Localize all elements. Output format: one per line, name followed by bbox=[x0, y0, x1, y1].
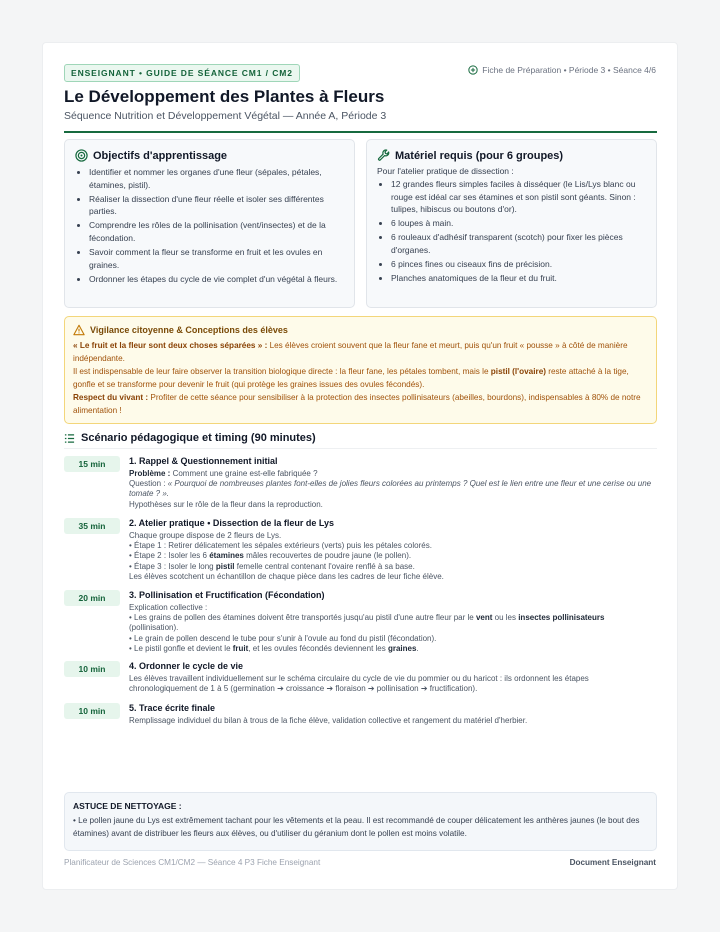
tip-text: • Le pollen jaune du Lys est extrêmement tachant pour les vêtements et la peau. Il est recommandé de couper délicatement les anthères jaunes (le bout des étamines) avant de distribuer les fleurs aux élèves, ou d'utiliser du géranium dont le pollen est moins volatile. bbox=[73, 816, 640, 838]
step-line: chronologiquement de 1 à 5 (germination ➔ croissance ➔ floraison ➔ pollinisation ➔ fructification). bbox=[129, 684, 478, 694]
step-title: 5. Trace écrite finale bbox=[129, 703, 216, 713]
step-content bbox=[129, 518, 657, 582]
step-title: 2. Atelier pratique • Dissection de la fleur de Lys bbox=[129, 518, 335, 528]
step-line: • Le pistil gonfle et devient le fruit, et les ovules fécondés deviennent les graines. bbox=[129, 643, 419, 653]
objective-item: • Réaliser la dissection d'une fleur réelle et isoler ses différentes parties. bbox=[89, 193, 344, 218]
step-time-badge: 20 min bbox=[64, 590, 120, 606]
warning-triangle-icon bbox=[73, 324, 85, 336]
step-title: 1. Rappel & Questionnement initial bbox=[129, 456, 278, 466]
material-item: • 6 rouleaux d'adhésif transparent (scotch) pour fixer les pièces d'organes. bbox=[391, 231, 646, 256]
objectives-list bbox=[75, 166, 344, 285]
materials-title: Matériel requis (pour 6 groupes) bbox=[395, 149, 564, 162]
step-time-badge: 10 min bbox=[64, 703, 120, 719]
materials-card bbox=[366, 139, 657, 308]
materials-heading bbox=[377, 149, 646, 162]
step-content bbox=[129, 661, 657, 694]
page-title: Le Développement des Plantes à Fleurs bbox=[64, 87, 385, 106]
sheet-meta-text: Fiche de Préparation • Période 3 • Séance 4/6 bbox=[482, 65, 656, 75]
step-line: • Étape 2 : Isoler les 6 étamines mâles recouvertes de poudre jaune (le pollen). bbox=[129, 551, 412, 561]
step-line: Chaque groupe dispose de 2 fleurs de Lys. bbox=[129, 531, 282, 540]
materials-intro: Pour l'atelier pratique de dissection : bbox=[377, 166, 514, 176]
step-content bbox=[129, 703, 657, 726]
material-item: • Planches anatomiques de la fleur et du fruit. bbox=[391, 272, 646, 285]
footer-source: Planificateur de Sciences CM1/CM2 — Séance 4 P3 Fiche Enseignant bbox=[64, 858, 321, 867]
step-line: • Les grains de pollen des étamines doivent être transportés jusqu'au pistil d'une autre fleur par le vent ou les insectes pollinisateurs bbox=[129, 613, 605, 623]
material-item: • 6 pinces fines ou ciseaux fins de précision. bbox=[391, 258, 646, 271]
role-badge: ENSEIGNANT • GUIDE DE SÉANCE CM1 / CM2 bbox=[64, 64, 300, 82]
step-line: • Étape 3 : Isoler le long pistil femelle central contenant l'ovaire renflé à sa base. bbox=[129, 561, 415, 571]
tip-title: ASTUCE DE NETTOYAGE : bbox=[73, 801, 182, 811]
wrench-icon bbox=[377, 149, 390, 162]
step-content bbox=[129, 590, 657, 654]
step-time-badge: 35 min bbox=[64, 518, 120, 534]
scenario-heading bbox=[64, 432, 657, 449]
lesson-sheet bbox=[42, 42, 678, 890]
warning-paragraph: Il est indispensable de leur faire observer la transition biologique directe : la fleur fane, les pétales tombent, mais le pistil (l'ovaire) reste attaché à la tige, gonfle et se transforme pour devenir le fruit (qui protège les graines issues des ovules fécondés). bbox=[73, 367, 629, 389]
step-line: Hypothèses sur le rôle de la fleur dans la reproduction. bbox=[129, 499, 323, 509]
objective-item: • Comprendre les rôles de la pollinisation (vent/insectes) et de la fécondation. bbox=[89, 219, 344, 244]
warning-title: Vigilance citoyenne & Conceptions des élèves bbox=[90, 325, 288, 335]
objective-item: • Identifier et nommer les organes d'une fleur (sépales, pétales, étamines, pistil). bbox=[89, 166, 344, 191]
footer-doc-type: Document Enseignant bbox=[569, 858, 656, 867]
sheet-meta bbox=[468, 65, 656, 75]
step-title: 3. Pollinisation et Fructification (Fécondation) bbox=[129, 590, 325, 600]
scenario-title: Scénario pédagogique et timing (90 minutes) bbox=[81, 432, 316, 444]
step-line: • Étape 1 : Retirer délicatement les sépales extérieurs (verts) puis les pétales colorés. bbox=[129, 541, 432, 551]
step-line: Explication collective : bbox=[129, 603, 208, 612]
step-line: • Le grain de pollen descend le tube pour s'unir à l'ovule au fond du pistil (fécondation). bbox=[129, 633, 437, 643]
step-title: 4. Ordonner le cycle de vie bbox=[129, 661, 244, 671]
step-line: Question : « Pourquoi de nombreuses plantes font-elles de jolies fleurs colorées au printemps ? Quel est le lien entre une fleur et une cerise ou une tomate ? ». bbox=[129, 479, 652, 499]
step-content bbox=[129, 456, 657, 510]
step-time-badge: 15 min bbox=[64, 456, 120, 472]
page-subtitle: Séquence Nutrition et Développement Végétal — Année A, Période 3 bbox=[64, 110, 387, 122]
step-line: Les élèves travaillent individuellement sur le schéma circulaire du cycle de vie du pommier ou du haricot : ils ordonnent les étapes bbox=[129, 674, 589, 683]
title-divider bbox=[64, 131, 657, 133]
objectives-heading bbox=[75, 149, 344, 162]
plus-circle-icon bbox=[468, 65, 478, 75]
step-line: Problème : Comment une graine est-elle fabriquée ? bbox=[129, 469, 318, 478]
step-time-badge: 10 min bbox=[64, 661, 120, 677]
warning-paragraph: Respect du vivant : Profiter de cette séance pour sensibiliser à la protection des insectes pollinisateurs (abeilles, bourdons), indispensables à 80% de notre alimentation ! bbox=[73, 393, 641, 415]
step-line: (pollinisation). bbox=[129, 623, 179, 633]
step-line: Les élèves scotchent un échantillon de chaque pièce dans les cadres de leur fiche élève. bbox=[129, 571, 444, 581]
objectives-card bbox=[64, 139, 355, 308]
warning-box bbox=[64, 316, 657, 424]
warning-heading bbox=[73, 324, 648, 336]
step-line: Remplissage individuel du bilan à trous de la fiche élève, validation collective et rangement du matériel d'herbier. bbox=[129, 716, 528, 725]
materials-list bbox=[377, 178, 646, 285]
material-item: • 6 loupes à main. bbox=[391, 217, 646, 230]
objectives-title: Objectifs d'apprentissage bbox=[93, 149, 228, 162]
warning-paragraph: « Le fruit et la fleur sont deux choses séparées » : Les élèves croient souvent que la fleur fane et meurt, puis qu'un fruit « pousse » à côté de manière indépendante. bbox=[73, 341, 628, 363]
list-icon bbox=[64, 433, 75, 444]
material-item: • 12 grandes fleurs simples faciles à disséquer (le Lis/Lys blanc ou rouge est idéal car ses étamines et son pistil sont géants. Sinon : tulipes, hibiscus ou boutons d'or). bbox=[391, 178, 646, 216]
objective-item: • Ordonner les étapes du cycle de vie complet d'un végétal à fleurs. bbox=[89, 273, 344, 286]
target-icon bbox=[75, 149, 88, 162]
objective-item: • Savoir comment la fleur se transforme en fruit et les ovules en graines. bbox=[89, 246, 344, 271]
cleaning-tip-box bbox=[64, 792, 657, 851]
